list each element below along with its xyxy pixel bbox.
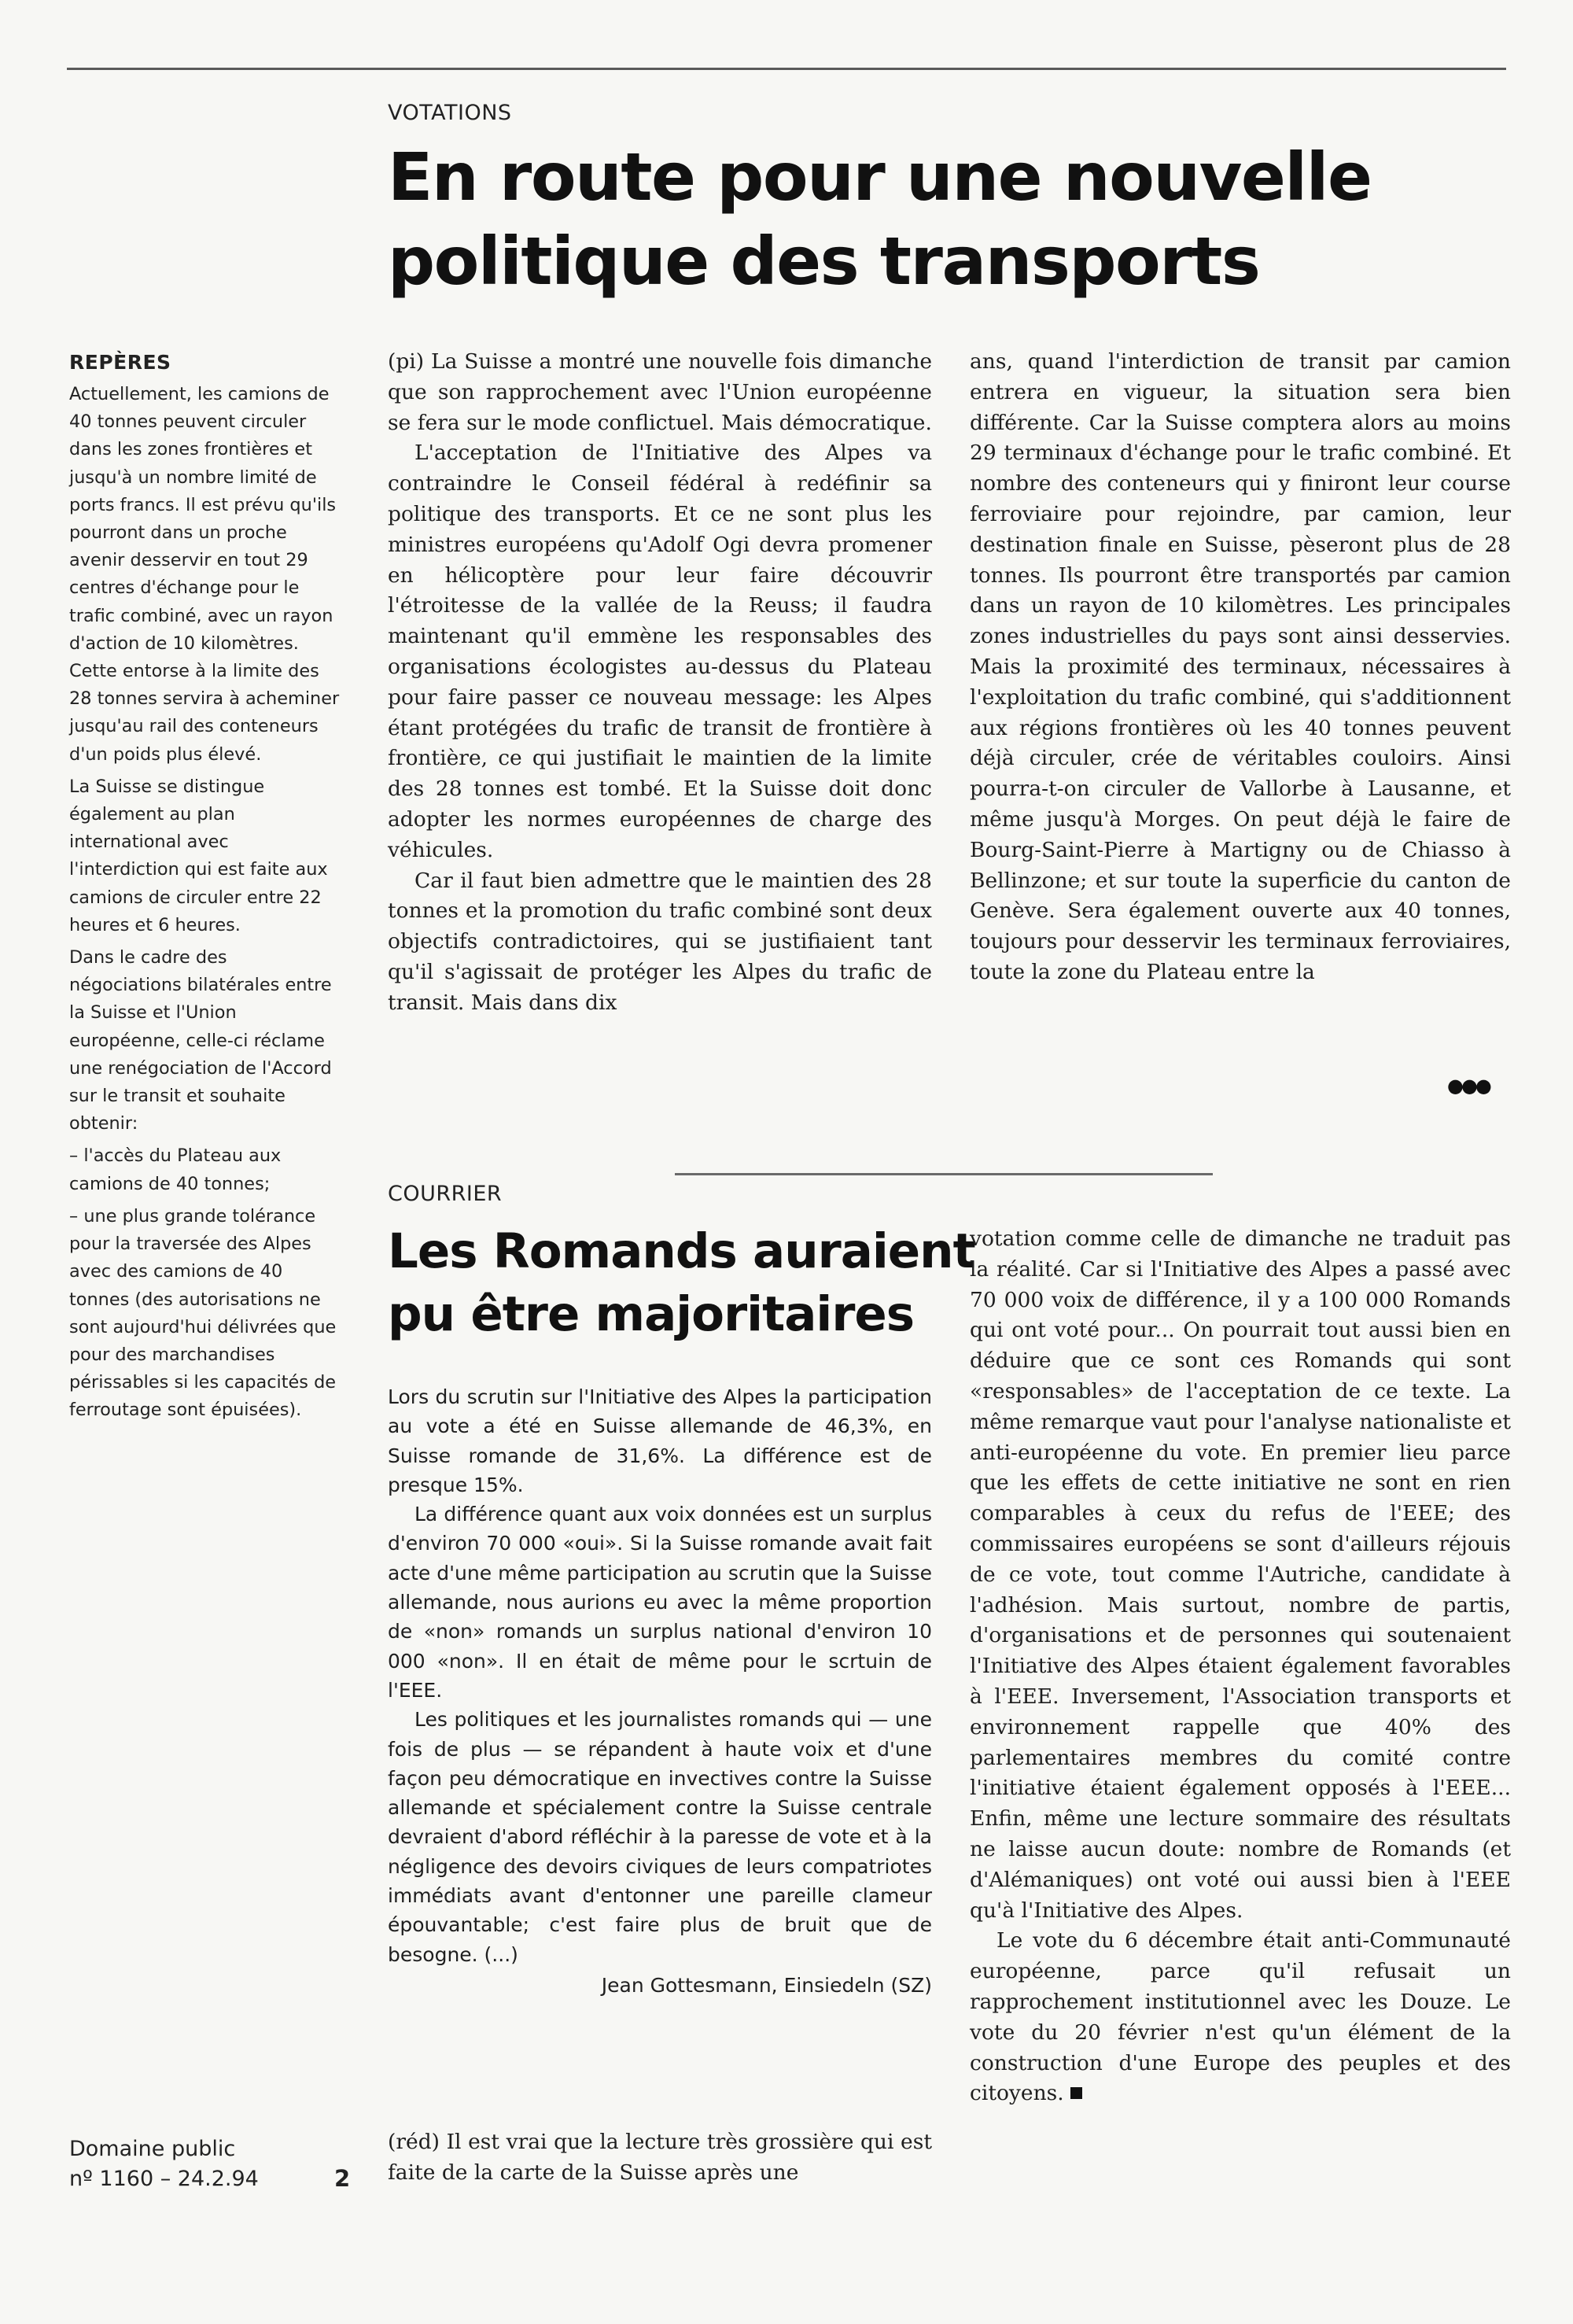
sidebar-paragraph: – une plus grande tolérance pour la traversée des Alpes avec des camions de 40 tonnes (des autorisations ne sont aujourd'hui délivrées que pour des marchandises périssables si les capacités de ferroutage sont épuisées). bbox=[69, 1205, 337, 1421]
sidebar-paragraph: Actuellement, les camions de 40 tonnes peuvent circuler dans les zones frontières et jusqu'à un nombre limité de ports francs. Il est prévu qu'ils pourront dans un proche avenir desservir en tout 29 centres d'échange pour le trafic combiné, avec un rayon d'action de 10 kilomètres. Cette entorse à la limite des 28 tonnes servira à acheminer jusqu'au rail des conteneurs d'un poids plus élevé. bbox=[69, 384, 340, 765]
letter-headline-line1: Les Romands auraient bbox=[388, 1223, 975, 1279]
issue-number: nº 1160 – 24.2.94 bbox=[69, 2167, 259, 2191]
letter-headline bbox=[388, 1220, 975, 1346]
publication-footer bbox=[69, 2134, 259, 2194]
continued-marker: ●●● bbox=[1447, 1075, 1490, 1097]
article-paragraph: (pi) La Suisse a montré une nouvelle fois dimanche que son rapprochement avec l'Union européenne se fera sur le mode conflictuel. Mais démocratique. bbox=[388, 349, 932, 435]
sidebar-paragraph: La Suisse se distingue également au plan international avec l'interdiction qui est faite aux camions de circuler entre 22 heures et 6 heures. bbox=[69, 776, 328, 935]
reply-final-text: Le vote du 6 décembre était anti-Communauté européenne, parce qu'il refusait un rapprochement institutionnel avec les Douze. Le vote du 20 février n'est qu'un élément de la construction d'une Europe des peuples et des citoyens. bbox=[970, 1928, 1511, 2106]
letter-paragraph: Les politiques et les journalistes romands qui — une fois de plus — se répandent à haute voix et d'une façon peu démocratique en invectives contre la Suisse allemande et spécialement contre la Suisse centrale devraient d'abord réfléchir à la paresse de vote et à la négligence des devoirs civiques de leurs compatriotes immédiats avant d'entonner une pareille clameur épouvantable; c'est faire plus de bruit que de besogne. (...) bbox=[388, 1708, 932, 1966]
main-headline-line1: En route pour une nouvelle bbox=[388, 138, 1372, 216]
article-paragraph: L'acceptation de l'Initiative des Alpes va contraindre le Conseil fédéral à redéfinir sa politique des transports. Et ce ne sont plus les ministres européens qu'Adolf Ogi devra promener en hélicoptère pour leur faire découvrir l'étroitesse de la vallée de la Reuss; il faudra maintenant qu'il emmène les responsables des organisations écologistes au-dessus du Plateau pour faire passer ce nouveau message: les Alpes étant protégées du trafic de transit de frontière à frontière, ce qui justifiait le maintien de la limite des 28 tonnes est tombé. Et la Suisse doit donc adopter les normes européennes de charge des véhicules. bbox=[388, 441, 932, 862]
letter-signature: Jean Gottesmann, Einsiedeln (SZ) bbox=[601, 1973, 932, 1997]
sidebar-paragraph: Dans le cadre des négociations bilatérales entre la Suisse et l'Union européenne, celle-ci réclame une renégociation de l'Accord sur le transit et souhaite obtenir: bbox=[69, 947, 332, 1134]
reply-start-column bbox=[388, 2127, 932, 2189]
section-kicker-courrier: COURRIER bbox=[388, 1182, 503, 1206]
section-divider bbox=[675, 1173, 1213, 1175]
reply-paragraph bbox=[970, 1926, 1511, 2109]
article-paragraph: Car il faut bien admettre que le maintien des 28 tonnes et la promotion du trafic combiné sont deux objectifs contradictoires, qui se justifiaient tant qu'il s'agissait de protéger les Alpes du trafic de transit. Mais dans dix bbox=[388, 868, 932, 1015]
letter-paragraph: La différence quant aux voix données est un surplus d'environ 70 000 «oui». Si la Suisse romande avait fait acte d'une même participation au scrutin que la Suisse allemande, nous aurions eu avec la même proportion de «non» romands un surplus national d'environ 10 000 «non». Il en était de même pour le scrtuin de l'EEE. bbox=[388, 1503, 932, 1702]
page-number: 2 bbox=[334, 2165, 351, 2192]
article1-column2 bbox=[970, 347, 1511, 988]
article-paragraph: ans, quand l'interdiction de transit par camion entrera en vigueur, la situation sera bien différente. Car la Suisse comptera alors au moins 29 terminaux d'échange pour le trafic combiné. Et nombre des conteneurs qui y finiront leur course ferroviaire pour rejoindre, par camion, leur destination finale en Suisse, pèseront plus de 28 tonnes. Ils pourront être transportés par camion dans un rayon de 10 kilomètres. Les principales zones industrielles du pays sont ainsi desservies. Mais la proximité des terminaux, nécessaires à l'exploitation du trafic combiné, qui s'additionnent aux régions frontières où les 40 tonnes peuvent déjà circuler, crée de véritables couloirs. Ainsi pourra-t-on circuler de Vallorbe à Lausanne, et même jusqu'à Morges. On peut déjà le faire de Bourg-Saint-Pierre à Martigny ou de Chiasso à Bellinzone; et sur toute la superficie du canton de Genève. Sera également ouverte aux 40 tonnes, toujours pour desservir les terminaux ferroviaires, toute la zone du Plateau entre la bbox=[970, 349, 1511, 984]
sidebar-title: REPÈRES bbox=[69, 351, 171, 374]
letter-headline-line2: pu être majoritaires bbox=[388, 1286, 915, 1342]
sidebar-paragraph: – l'accès du Plateau aux camions de 40 tonnes; bbox=[69, 1145, 282, 1194]
top-rule bbox=[67, 68, 1506, 70]
article1-column1 bbox=[388, 347, 932, 1019]
letter-column bbox=[388, 1382, 932, 2000]
end-mark-icon bbox=[1070, 2087, 1082, 2099]
main-headline-line2: politique des transports bbox=[388, 223, 1260, 300]
publication-name: Domaine public bbox=[69, 2137, 236, 2161]
reply-paragraph: votation comme celle de dimanche ne traduit pas la réalité. Car si l'Initiative des Alpes a passé avec 70 000 voix de différence, il y a 100 000 Romands qui ont voté pour... On pourrait tout aussi bien en déduire que ce sont ces Romands qui sont «responsables» de l'acceptation de ce texte. La même remarque vaut pour l'analyse nationaliste et anti-européenne du vote. En premier lieu parce que les effets de cette initiative ne sont en rien comparables à ceux du refus de l'EEE; des commissaires européens se sont d'ailleurs réjouis de ce vote, tout comme l'Autriche, candidate à l'adhésion. Mais surtout, nombre de partis, d'organisations et de personnes qui soutenaient l'Initiative des Alpes étaient également favorables à l'EEE. Inversement, l'Association transports et environnement rappelle que 40% des parlementaires membres du comité contre l'initiative étaient également opposés à l'EEE... Enfin, même une lecture sommaire des résultats ne laisse aucun doute: nombre de Romands (et d'Alémaniques) ont voté oui aussi bien à l'EEE qu'à l'Initiative des Alpes. bbox=[970, 1227, 1511, 1923]
reply-paragraph: (réd) Il est vrai que la lecture très grossière qui est faite de la carte de la Suisse après une bbox=[388, 2130, 932, 2185]
main-headline bbox=[388, 135, 1371, 304]
reply-column bbox=[970, 1224, 1511, 2109]
section-kicker-votations: VOTATIONS bbox=[388, 101, 512, 125]
letter-paragraph: Lors du scrutin sur l'Initiative des Alpes la participation au vote a été en Suisse allemande de 46,3%, en Suisse romande de 31,6%. La différence est de presque 15%. bbox=[388, 1385, 932, 1496]
reperes-sidebar bbox=[69, 349, 340, 1429]
